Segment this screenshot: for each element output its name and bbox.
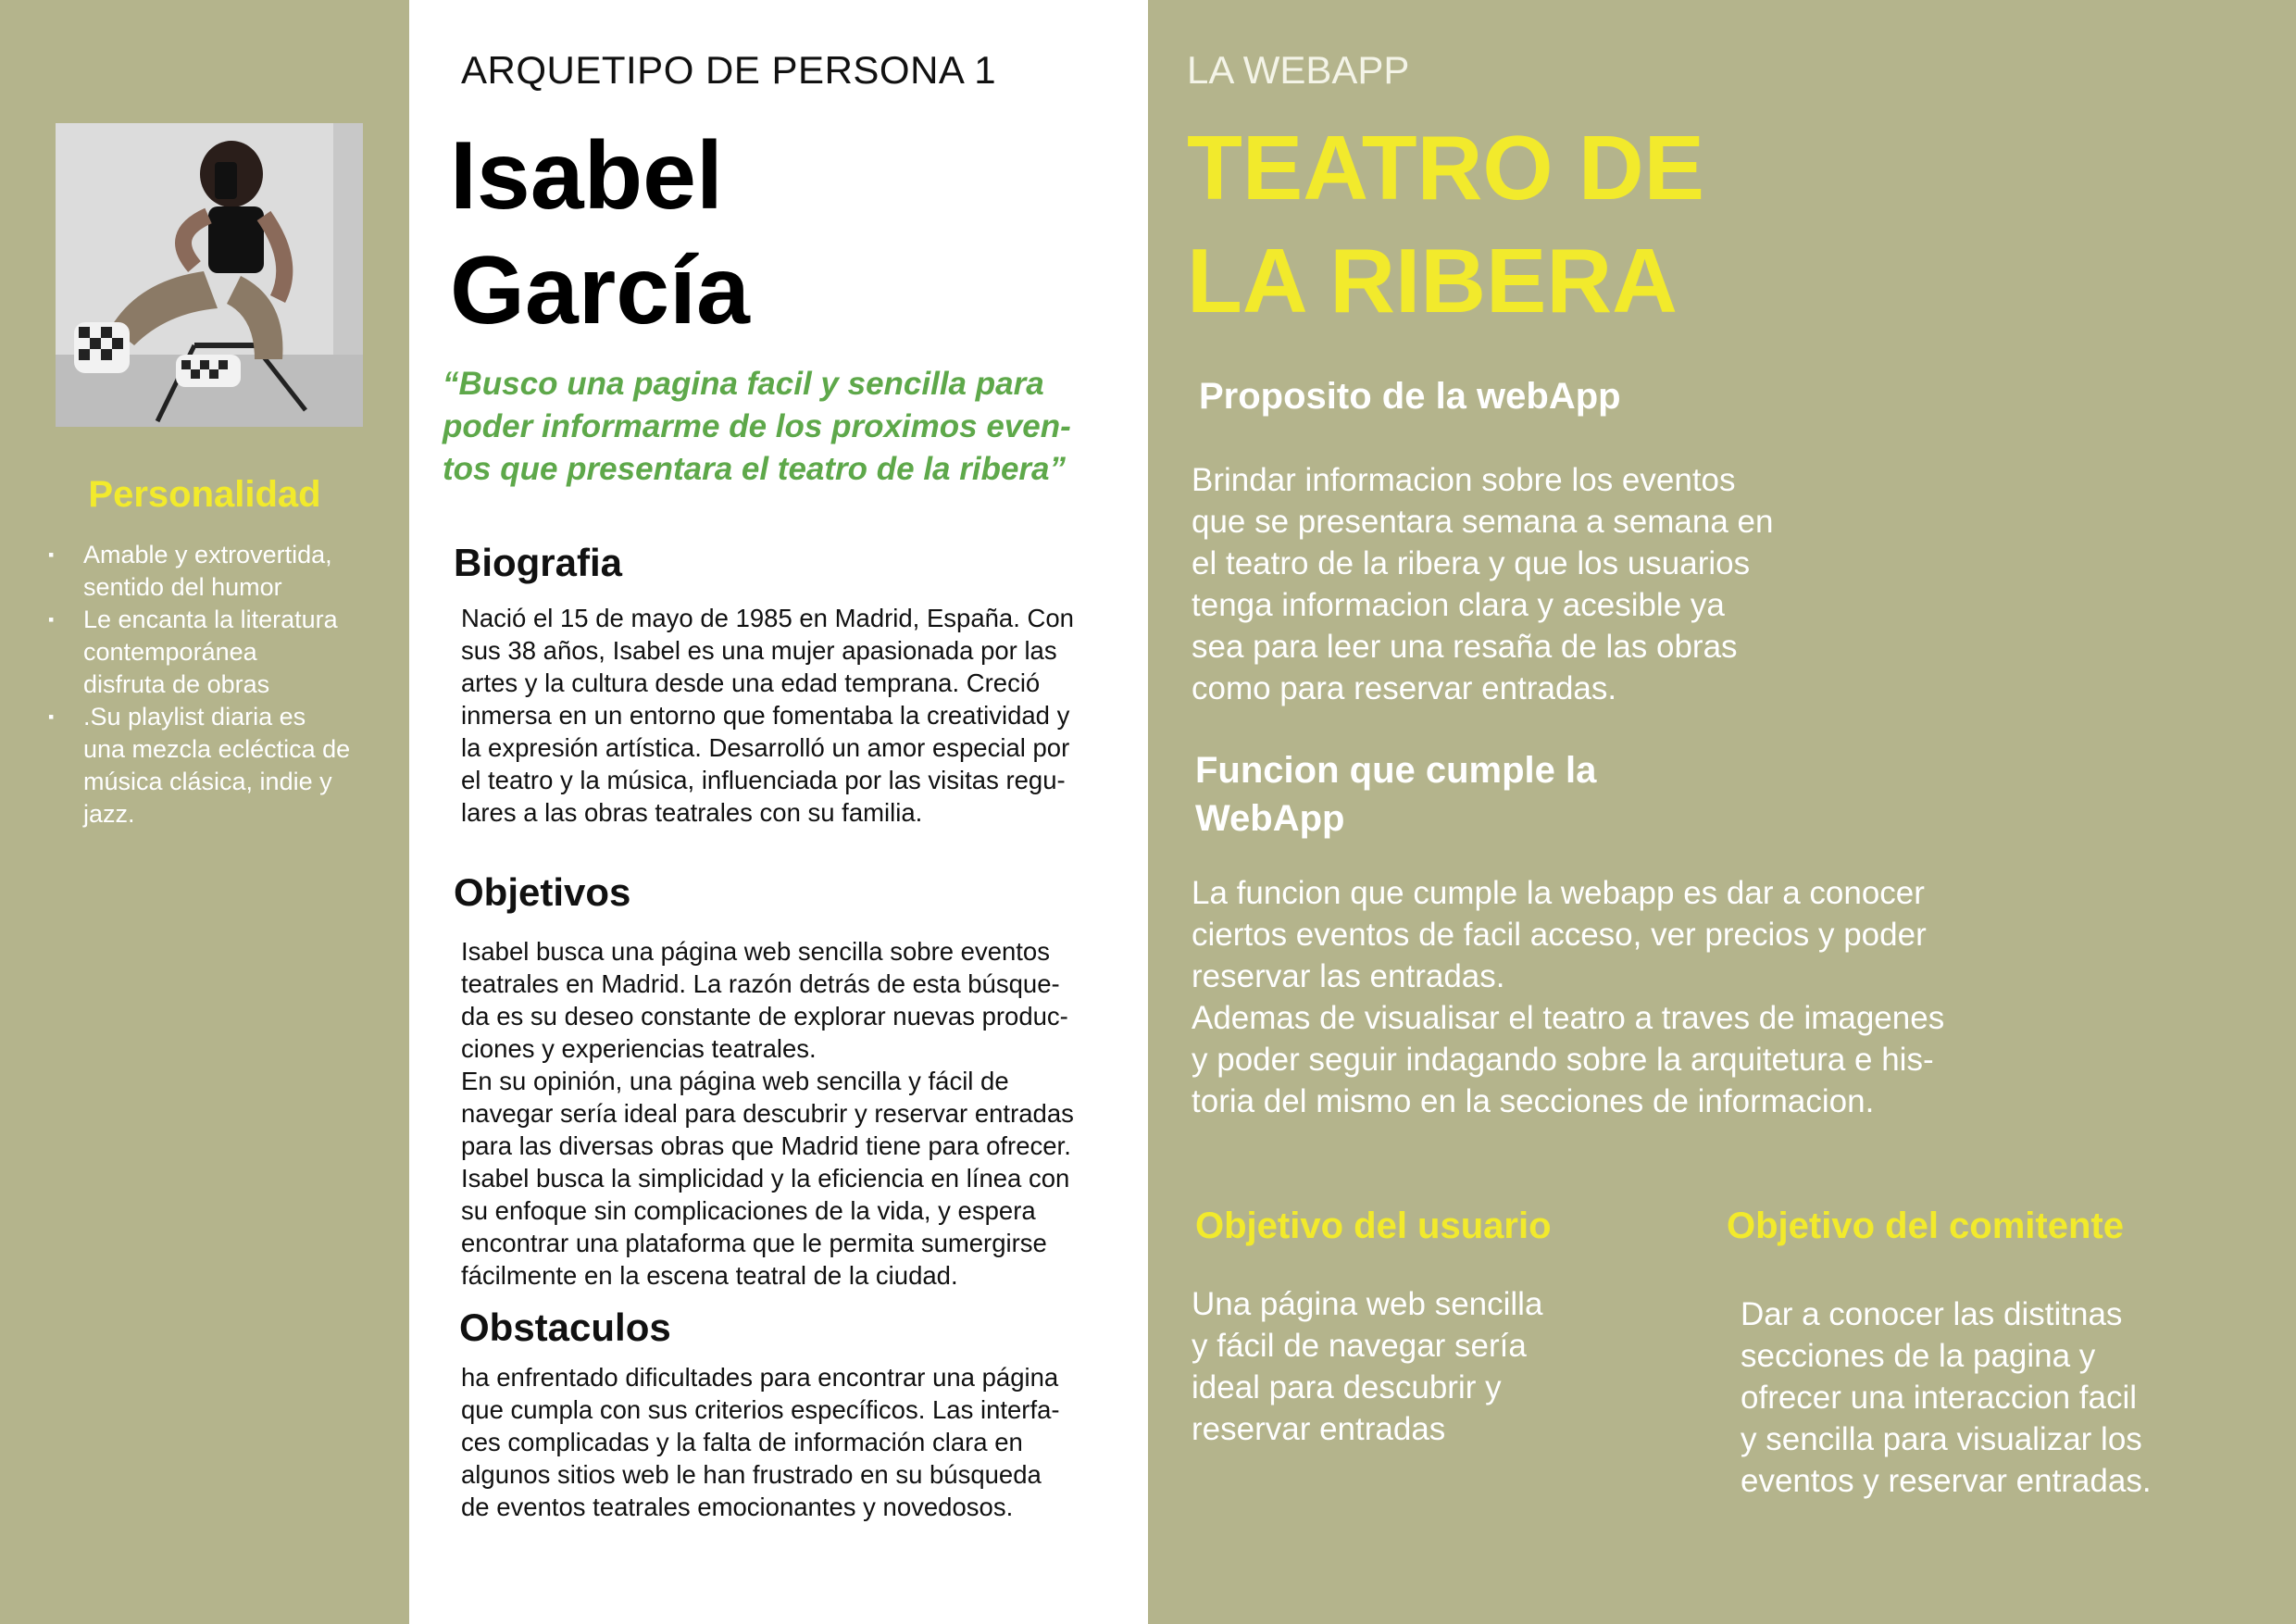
purpose-line: Brindar informacion sobre los eventos bbox=[1192, 462, 1736, 498]
biography-line: el teatro y la música, influenciada por las visitas regu- bbox=[461, 766, 1066, 794]
purpose-line: como para reservar entradas. bbox=[1192, 670, 1617, 706]
personality-item-line: sentido del humor bbox=[83, 573, 282, 601]
function-heading-line: Funcion que cumple la bbox=[1195, 750, 1597, 791]
client-objective-line: ofrecer una interaccion facil bbox=[1741, 1380, 2137, 1416]
biography-line: la expresión artística. Desarrolló un amor especial por bbox=[461, 733, 1070, 762]
client-objective-line: secciones de la pagina y bbox=[1741, 1338, 2096, 1374]
purpose-heading: Proposito de la webApp bbox=[1199, 376, 1621, 417]
goals-line: En su opinión, una página web sencilla y fácil de bbox=[461, 1067, 1009, 1095]
function-line: Ademas de visualisar el teatro a traves de imagenes bbox=[1192, 1000, 1945, 1036]
user-objective-text bbox=[1192, 1283, 1590, 1450]
purpose-line: tenga informacion clara y acesible ya bbox=[1192, 587, 1725, 623]
persona-name bbox=[450, 119, 750, 348]
personality-list bbox=[44, 539, 387, 831]
quote-line: tos que presentara el teatro de la ribera” bbox=[443, 451, 1067, 487]
right-panel bbox=[1148, 0, 2296, 1624]
personality-item-line: una mezcla ecléctica de bbox=[83, 735, 351, 763]
obstacles-line: de eventos teatrales emocionantes y novedosos. bbox=[461, 1493, 1014, 1521]
biography-heading: Biografia bbox=[454, 541, 623, 584]
personality-item-line: Le encanta la literatura bbox=[83, 606, 338, 633]
bullet-icon: ▪ bbox=[48, 545, 55, 564]
section-label: ARQUETIPO DE PERSONA 1 bbox=[461, 48, 997, 92]
personality-item-line: contemporánea bbox=[83, 638, 257, 666]
bullet-icon: ▪ bbox=[48, 610, 55, 629]
goals-line: ciones y experiencias teatrales. bbox=[461, 1034, 817, 1063]
client-objective-line: eventos y reservar entradas. bbox=[1741, 1463, 2152, 1499]
purpose-text bbox=[1192, 459, 1840, 709]
user-objective-line: Una página web sencilla bbox=[1192, 1286, 1543, 1322]
obstacles-heading: Obstaculos bbox=[459, 1305, 671, 1349]
goals-text bbox=[461, 935, 1109, 1292]
obstacles-text bbox=[461, 1361, 1109, 1523]
left-panel bbox=[0, 0, 409, 1624]
obstacles-line: que cumpla con sus criterios específicos. Las interfa- bbox=[461, 1395, 1060, 1424]
persona-last-name: García bbox=[450, 237, 750, 344]
biography-line: sus 38 años, Isabel es una mujer apasionada por las bbox=[461, 636, 1057, 665]
goals-line: teatrales en Madrid. La razón detrás de esta búsque- bbox=[461, 969, 1060, 998]
personality-item-line: disfruta de obras bbox=[83, 670, 270, 698]
user-objective-heading: Objetivo del usuario bbox=[1195, 1206, 1552, 1246]
personality-item bbox=[44, 701, 387, 831]
biography-line: Nació el 15 de mayo de 1985 en Madrid, España. Con bbox=[461, 604, 1074, 632]
persona-first-name: Isabel bbox=[450, 122, 723, 230]
purpose-line: sea para leer una resaña de las obras bbox=[1192, 629, 1738, 665]
persona-photo-illustration bbox=[56, 123, 363, 427]
personality-item-line: .Su playlist diaria es bbox=[83, 703, 306, 731]
personality-item-line: música clásica, indie y bbox=[83, 768, 332, 795]
function-line: ciertos eventos de facil acceso, ver precios y poder bbox=[1192, 917, 1927, 953]
app-title bbox=[1187, 111, 1704, 337]
goals-line: fácilmente en la escena teatral de la ciudad. bbox=[461, 1261, 958, 1290]
user-objective-line: y fácil de navegar sería bbox=[1192, 1328, 1527, 1364]
persona-quote bbox=[443, 363, 1109, 491]
biography-text bbox=[461, 602, 1109, 829]
goals-line: encontrar una plataforma que le permita sumergirse bbox=[461, 1229, 1047, 1257]
goals-line: su enfoque sin complicaciones de la vida, y espera bbox=[461, 1196, 1036, 1225]
quote-line: poder informarme de los proximos even- bbox=[443, 408, 1071, 444]
webapp-label: LA WEBAPP bbox=[1187, 48, 1410, 92]
goals-heading: Objetivos bbox=[454, 870, 631, 914]
biography-line: lares a las obras teatrales con su familia. bbox=[461, 798, 923, 827]
personality-item-line: Amable y extrovertida, bbox=[83, 541, 332, 568]
bullet-icon: ▪ bbox=[48, 707, 55, 726]
purpose-line: el teatro de la ribera y que los usuarios bbox=[1192, 545, 1751, 581]
quote-line: “Busco una pagina facil y sencilla para bbox=[443, 366, 1044, 402]
goals-line: da es su deseo constante de explorar nuevas produc- bbox=[461, 1002, 1068, 1031]
obstacles-line: ha enfrentado dificultades para encontrar una página bbox=[461, 1363, 1059, 1392]
biography-line: inmersa en un entorno que fomentaba la creatividad y bbox=[461, 701, 1070, 730]
function-line: toria del mismo en la secciones de informacion. bbox=[1192, 1083, 1875, 1119]
client-objective-text bbox=[1741, 1293, 2240, 1502]
user-objective-line: ideal para descubrir y bbox=[1192, 1369, 1502, 1405]
client-objective-line: y sencilla para visualizar los bbox=[1741, 1421, 2142, 1457]
client-objective-line: Dar a conocer las distitnas bbox=[1741, 1296, 2123, 1332]
personality-item-line: jazz. bbox=[83, 800, 135, 828]
biography-line: artes y la cultura desde una edad temprana. Creció bbox=[461, 668, 1041, 697]
middle-panel bbox=[409, 0, 1148, 1624]
function-line: La funcion que cumple la webapp es dar a conocer bbox=[1192, 875, 1925, 911]
user-objective-line: reservar entradas bbox=[1192, 1411, 1446, 1447]
goals-line: Isabel busca la simplicidad y la eficiencia en línea con bbox=[461, 1164, 1070, 1193]
goals-line: para las diversas obras que Madrid tiene para ofrecer. bbox=[461, 1131, 1071, 1160]
personality-title: Personalidad bbox=[88, 474, 321, 515]
function-line: y poder seguir indagando sobre la arquitetura e his- bbox=[1192, 1042, 1934, 1078]
personality-item bbox=[44, 539, 387, 604]
app-title-line: TEATRO DE bbox=[1187, 117, 1704, 219]
app-title-line: LA RIBERA bbox=[1187, 230, 1678, 331]
client-objective-heading: Objetivo del comitente bbox=[1727, 1206, 2124, 1246]
personality-item bbox=[44, 604, 387, 701]
obstacles-line: ces complicadas y la falta de información clara en bbox=[461, 1428, 1023, 1456]
function-heading bbox=[1195, 746, 1751, 843]
purpose-line: que se presentara semana a semana en bbox=[1192, 504, 1774, 540]
function-heading-line: WebApp bbox=[1195, 798, 1345, 839]
function-line: reservar las entradas. bbox=[1192, 958, 1505, 994]
obstacles-line: algunos sitios web le han frustrado en su búsqueda bbox=[461, 1460, 1042, 1489]
function-text bbox=[1192, 872, 2025, 1122]
profile-photo bbox=[56, 123, 363, 427]
goals-line: navegar sería ideal para descubrir y reservar entradas bbox=[461, 1099, 1074, 1128]
goals-line: Isabel busca una página web sencilla sobre eventos bbox=[461, 937, 1050, 966]
